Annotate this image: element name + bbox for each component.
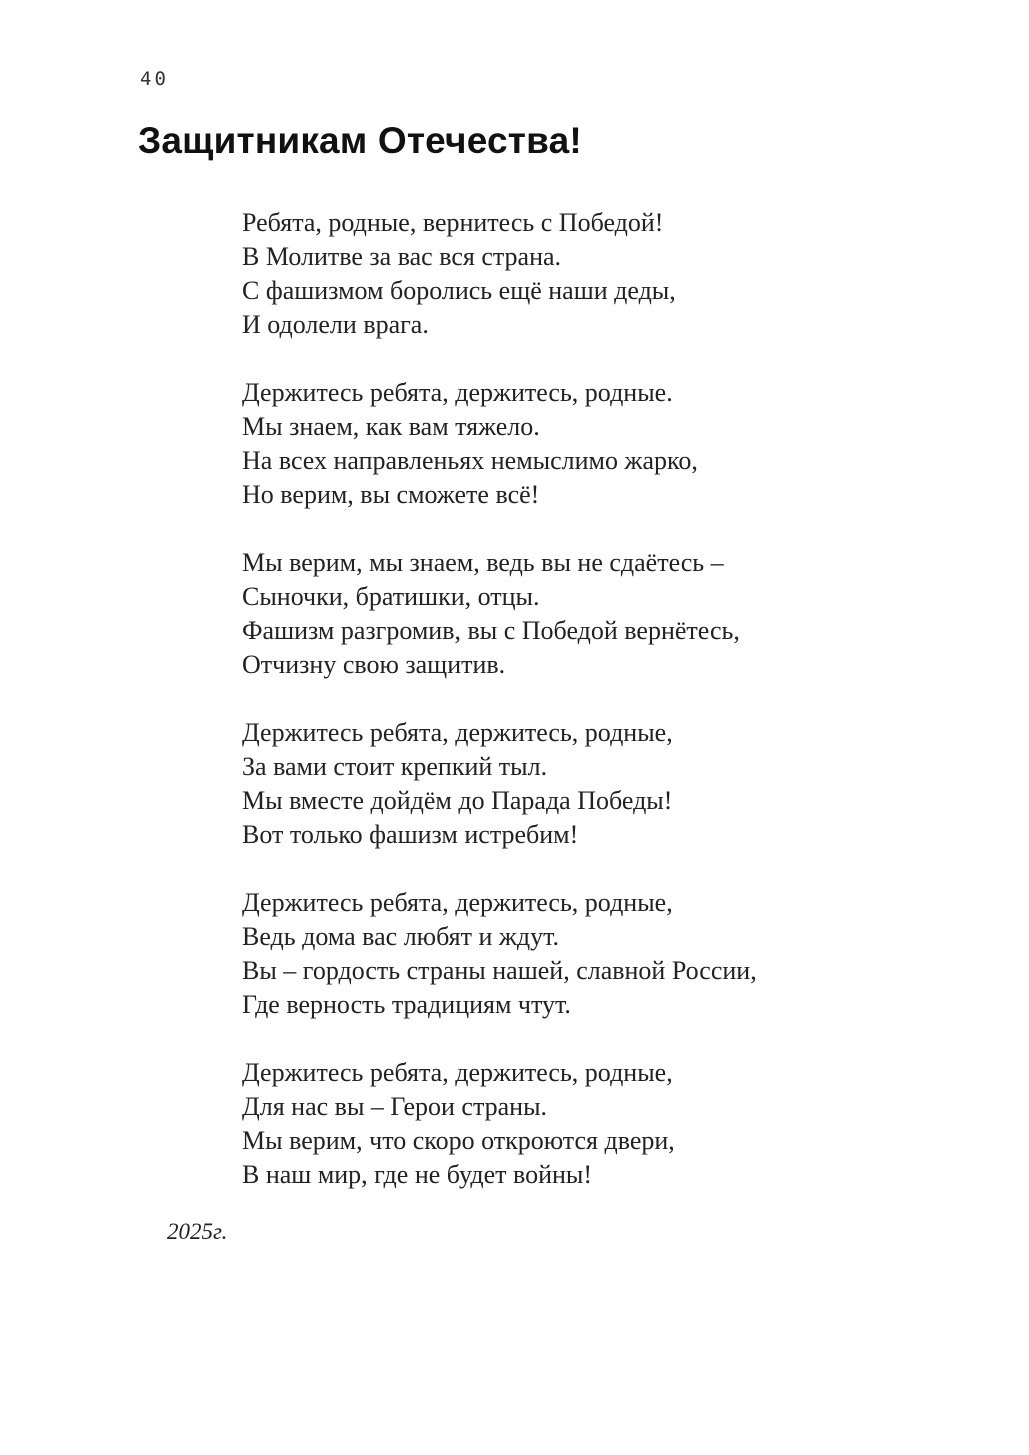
stanza (242, 206, 942, 342)
page-title: Защитникам Отечества! (138, 120, 582, 161)
poem-line: Мы верим, что скоро откроются двери, (242, 1126, 675, 1155)
poem-line: Держитесь ребята, держитесь, родные, (242, 1058, 673, 1087)
stanza (242, 546, 942, 682)
poem-line: Для нас вы – Герои страны. (242, 1092, 548, 1121)
poem-line: Но верим, вы сможете всё! (242, 480, 540, 509)
poem-body (242, 206, 942, 1226)
poem-line: На всех направленьях немыслимо жарко, (242, 446, 698, 475)
poem-line: Вот только фашизм истребим! (242, 820, 579, 849)
poem-line: Держитесь ребята, держитесь, родные. (242, 378, 673, 407)
stanza (242, 376, 942, 512)
poem-line: Где верность традициям чтут. (242, 990, 571, 1019)
poem-line: Держитесь ребята, держитесь, родные, (242, 718, 673, 747)
poem-line: Ведь дома вас любят и ждут. (242, 922, 560, 951)
page-number: 40 (140, 68, 169, 90)
poem-line: Держитесь ребята, держитесь, родные, (242, 888, 673, 917)
poem-line: И одолели врага. (242, 310, 429, 339)
stanza (242, 1056, 942, 1192)
poem-line: В наш мир, где не будет войны! (242, 1160, 593, 1189)
poem-line: Фашизм разгромив, вы с Победой вернётесь, (242, 616, 740, 645)
stanza (242, 716, 942, 852)
poem-line: Сыночки, братишки, отцы. (242, 582, 540, 611)
poem-date: 2025г. (167, 1219, 228, 1244)
stanza (242, 886, 942, 1022)
poem-line: Ребята, родные, вернитесь с Победой! (242, 208, 664, 237)
poem-line: С фашизмом боролись ещё наши деды, (242, 276, 676, 305)
poem-line: В Молитве за вас вся страна. (242, 242, 562, 271)
poem-line: Мы верим, мы знаем, ведь вы не сдаётесь – (242, 548, 724, 577)
poem-line: За вами стоит крепкий тыл. (242, 752, 548, 781)
poem-line: Мы вместе дойдём до Парада Победы! (242, 786, 673, 815)
poem-line: Мы знаем, как вам тяжело. (242, 412, 540, 441)
poem-line: Вы – гордость страны нашей, славной России, (242, 956, 757, 985)
poem-line: Отчизну свою защитив. (242, 650, 506, 679)
